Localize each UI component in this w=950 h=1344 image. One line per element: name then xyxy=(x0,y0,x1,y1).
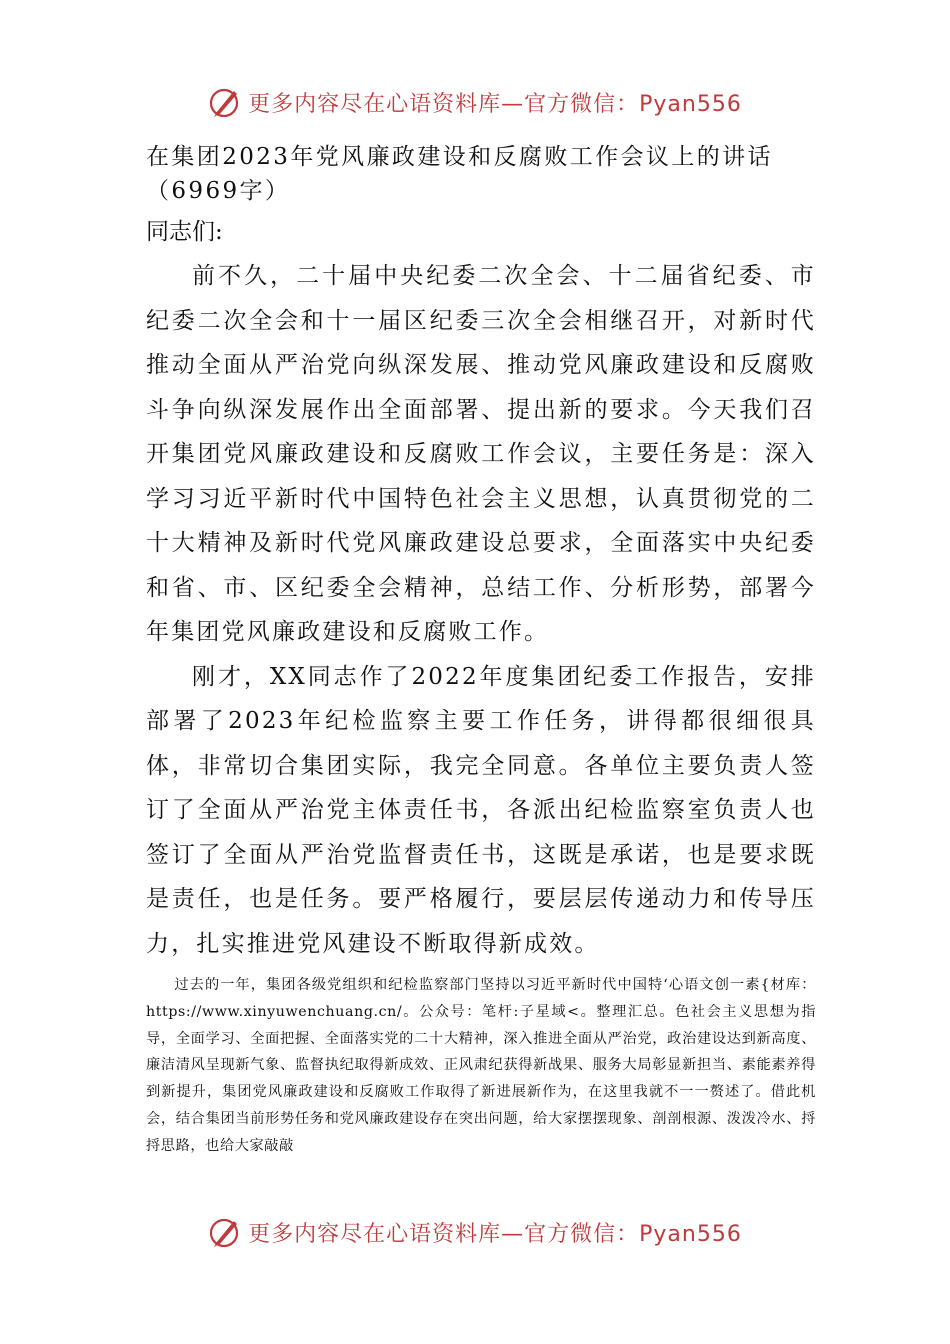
document-body xyxy=(146,140,816,1160)
quill-pen-icon xyxy=(208,85,242,119)
footer-banner-text: 更多内容尽在心语资料库—官方微信：Pyan556 xyxy=(248,1221,742,1247)
salutation: 同志们: xyxy=(146,219,223,245)
paragraph-3: 过去的一年，集团各级党组织和纪检监察部门坚持以习近平新时代中国特‘心语文创一素{材库：https://www.xinyuwenchuang.cn/。公众号：笔杆:子星域<。整理汇总。色社会主义思想为指导，全面学习、全面把握、全面落实党的二十大精神，深入推进全面从严治党，政治建设达到新高度、廉洁清风呈现新气象、监督执纪取得新成效、正风肃纪获得新战果、服务大局彰显新担当、素能素养得到新提升，集团党风廉政建设和反腐败工作取得了新进展新作为，在这里我就不一一赘述了。借此机会，结合集团当前形势任务和党风廉政建设存在突出问题，给大家摆摆现象、剖剖根源、泼泼冷水、捋捋思路，也给大家敲敲 xyxy=(146,977,816,1154)
header-banner xyxy=(0,80,950,124)
paragraph-1: 前不久，二十届中央纪委二次全会、十二届省纪委、市纪委二次全会和十一届区纪委三次全会相继召开，对新时代推动全面从严治党向纵深发展、推动党风廉政建设和反腐败斗争向纵深发展作出全面部署、提出新的要求。今天我们召开集团党风廉政建设和反腐败工作会议，主要任务是：深入学习习近平新时代中国特色社会主义思想，认真贯彻党的二十大精神及新时代党风廉政建设总要求，全面落实中央纪委和省、市、区纪委全会精神，总结工作、分析形势，部署今年集团党风廉政建设和反腐败工作。 xyxy=(146,263,816,645)
footer-banner xyxy=(0,1210,950,1254)
quill-pen-icon xyxy=(208,1215,242,1249)
document-title: 在集团2023年党风廉政建设和反腐败工作会议上的讲话（6969字） xyxy=(146,144,773,204)
header-banner-text: 更多内容尽在心语资料库—官方微信：Pyan556 xyxy=(248,91,742,117)
paragraph-2: 刚才，XX同志作了2022年度集团纪委工作报告，安排部署了2023年纪检监察主要工作任务，讲得都很细很具体，非常切合集团实际，我完全同意。各单位主要负责人签订了全面从严治党主体责任书，各派出纪检监察室负责人也签订了全面从严治党监督责任书，这既是承诺，也是要求既是责任，也是任务。要严格履行，要层层传递动力和传导压力，扎实推进党风建设不断取得新成效。 xyxy=(146,663,816,957)
